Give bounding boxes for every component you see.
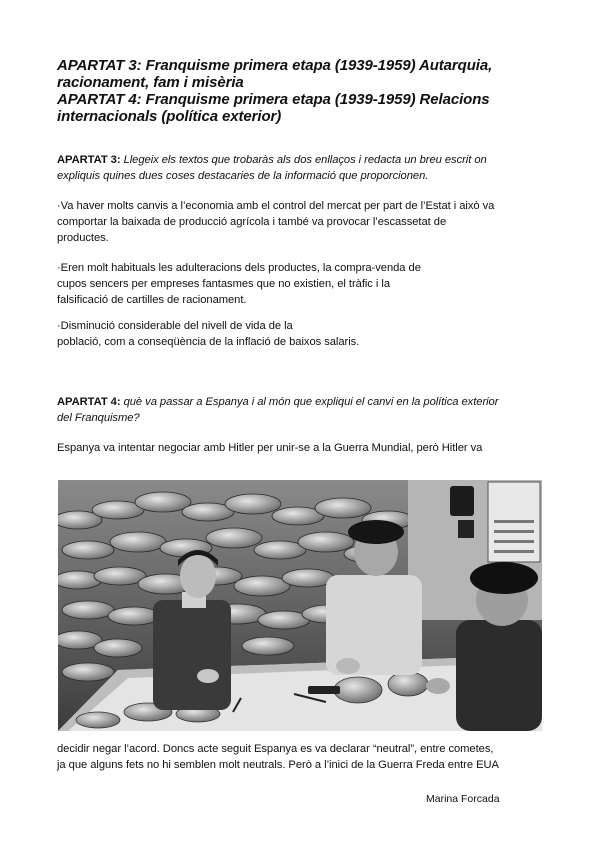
text-line: decidir negar l’acord. Doncs acte seguit Espanya es va declarar “neutral”, entre cometes, bbox=[57, 743, 494, 755]
section3-paragraph-3 bbox=[57, 318, 557, 350]
text-line: ·Eren molt habituals les adulteracions dels productes, la compra-venda de bbox=[57, 262, 421, 274]
section4-label: APARTAT 4: bbox=[57, 396, 121, 408]
author-name: Marina Forcada bbox=[426, 793, 500, 805]
section4-paragraph-1 bbox=[57, 440, 557, 456]
text-line: productes. bbox=[57, 232, 109, 244]
section3-label: APARTAT 3: bbox=[57, 154, 121, 166]
section3-prompt-text: Llegeix els textos que trobaràs als dos enllaços i redacta un breu escrit on bbox=[120, 154, 487, 166]
section4-prompt bbox=[57, 394, 557, 426]
section3-paragraph-2 bbox=[57, 260, 557, 308]
section3-prompt-text: expliquis quines dues coses destacaries de la informació que proporcionen. bbox=[57, 170, 429, 182]
heading-line: internacionals (política exterior) bbox=[57, 108, 282, 125]
photo-illustration bbox=[58, 480, 542, 731]
text-line: ja que alguns fets no hi semblen molt neutrals. Però a l’inici de la Guerra Freda entre EUA bbox=[57, 759, 499, 771]
heading-line: APARTAT 4: Franquisme primera etapa (1939-1959) Relacions bbox=[57, 91, 490, 108]
page-heading bbox=[57, 57, 557, 125]
text-line: ·Va haver molts canvis a l’economia amb el control del mercat per part de l’Estat i això va bbox=[57, 200, 495, 212]
text-line: Espanya va intentar negociar amb Hitler per unir-se a la Guerra Mundial, però Hitler va bbox=[57, 442, 483, 454]
section3-paragraph-1 bbox=[57, 198, 557, 246]
heading-line: racionament, fam i misèria bbox=[57, 74, 244, 91]
section4-paragraph-2 bbox=[57, 741, 557, 773]
text-line: cupos sencers per empreses fantasmes que no existien, el tràfic i la bbox=[57, 278, 391, 290]
section4-prompt-text: del Franquisme? bbox=[57, 412, 140, 424]
text-line: falsificació de cartilles de racionament. bbox=[57, 294, 247, 306]
section4-prompt-text: què va passar a Espanya i al món que expliqui el canvi en la política exterior bbox=[120, 396, 499, 408]
text-line: comportar la baixada de producció agrícola i també va provocar l’escassetat de bbox=[57, 216, 447, 228]
section3-prompt bbox=[57, 152, 557, 184]
text-line: ·Disminució considerable del nivell de vida de la bbox=[57, 320, 293, 332]
historical-bakery-photo bbox=[58, 480, 542, 731]
heading-line: APARTAT 3: Franquisme primera etapa (1939-1959) Autarquia, bbox=[57, 57, 493, 74]
text-line: població, com a conseqüència de la inflació de baixos salaris. bbox=[57, 336, 360, 348]
